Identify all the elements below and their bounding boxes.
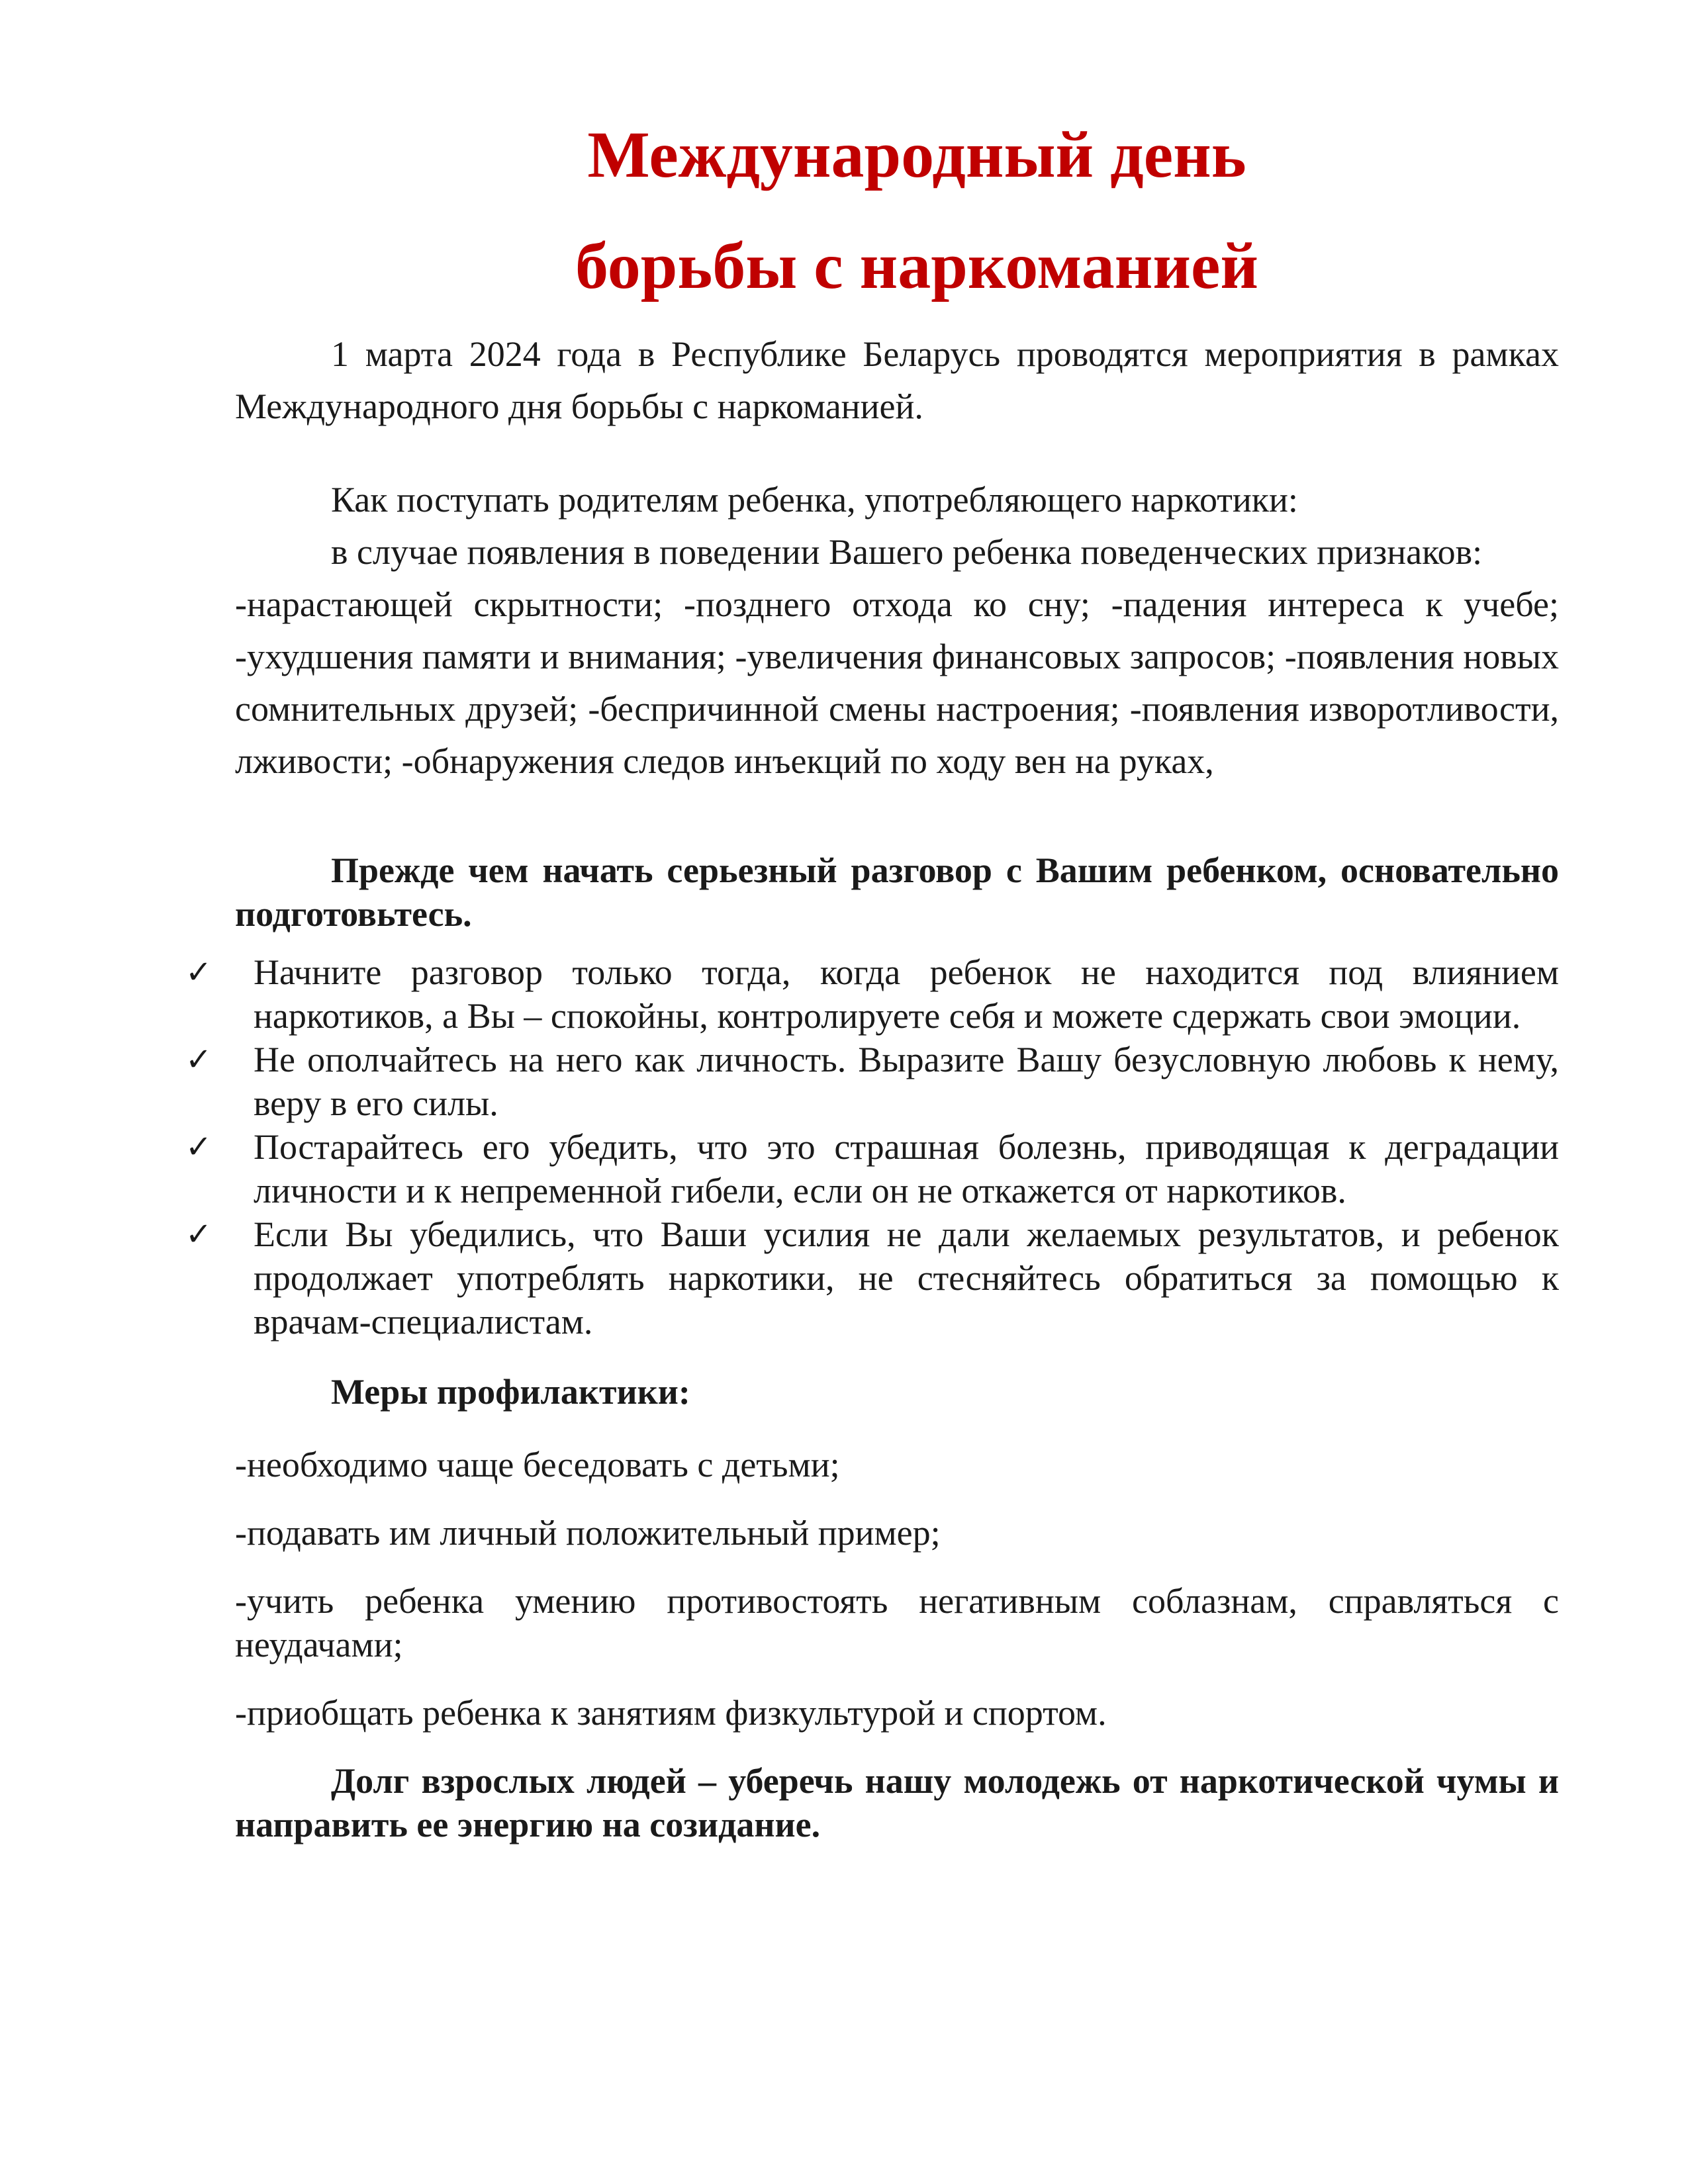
tip-text: Постарайтесь его убедить, что это страшная болезнь, приводящая к деградации личности и к непременной гибели, если он не откажется от наркотиков. bbox=[254, 1127, 1559, 1210]
prepare-heading: Прежде чем начать серьезный разговор с Вашим ребенком, основательно подготовьтесь. bbox=[235, 850, 1559, 934]
tips-checklist bbox=[185, 950, 1559, 1343]
page-title bbox=[235, 99, 1559, 322]
list-item bbox=[185, 950, 1559, 1038]
checkmark-icon: ✓ bbox=[185, 1041, 212, 1078]
list-item bbox=[185, 1212, 1559, 1343]
prevention-item: -учить ребенка умению противостоять негативным соблазнам, справляться с неудачами; bbox=[235, 1581, 1559, 1664]
behavior-signs: -нарастающей скрытности; -позднего отхода ко сну; -падения интереса к учебе; -ухудшения памяти и внимания; -увеличения финансовых запросов; -появления новых сомнительных друзей; -беспричинной смены настроения; -появления изворотливости, лживости; -обнаружения следов инъекций по ходу вен на руках, bbox=[235, 584, 1559, 781]
prevention-item: -необходимо чаще беседовать с детьми; bbox=[235, 1445, 840, 1484]
title-line-1: Международный день bbox=[587, 118, 1246, 191]
prevention-item: -приобщать ребенка к занятиям физкультурой и спортом. bbox=[235, 1693, 1107, 1733]
tip-text: Начните разговор только тогда, когда ребенок не находится под влиянием наркотиков, а Вы – спокойны, контролируете себя и можете сдержать свои эмоции. bbox=[254, 952, 1559, 1036]
closing-statement: Долг взрослых людей – уберечь нашу молодежь от наркотической чумы и направить ее энергию на созидание. bbox=[235, 1761, 1559, 1844]
prevention-item: -подавать им личный положительный пример; bbox=[235, 1513, 941, 1553]
title-line-2: борьбы с наркоманией bbox=[575, 229, 1258, 302]
checkmark-icon: ✓ bbox=[185, 1216, 212, 1253]
checkmark-icon: ✓ bbox=[185, 954, 212, 991]
list-item bbox=[185, 1038, 1559, 1125]
tip-text: Не ополчайтесь на него как личность. Выразите Вашу безусловную любовь к нему, веру в его силы. bbox=[254, 1040, 1559, 1123]
parents-lead: в случае появления в поведении Вашего ребенка поведенческих признаков: bbox=[331, 532, 1483, 572]
list-item bbox=[185, 1125, 1559, 1212]
parents-question: Как поступать родителям ребенка, употребляющего наркотики: bbox=[331, 480, 1298, 520]
prevention-heading: Меры профилактики: bbox=[331, 1372, 690, 1412]
checkmark-icon: ✓ bbox=[185, 1128, 212, 1165]
document-content bbox=[185, 99, 1559, 1846]
intro-paragraph: 1 марта 2024 года в Республике Беларусь проводятся мероприятия в рамках Международного дня борьбы с наркоманией. bbox=[235, 334, 1559, 426]
tip-text: Если Вы убедились, что Ваши усилия не дали желаемых результатов, и ребенок продолжает употреблять наркотики, не стесняйтесь обратиться за помощью к врачам-специалистам. bbox=[254, 1214, 1559, 1342]
